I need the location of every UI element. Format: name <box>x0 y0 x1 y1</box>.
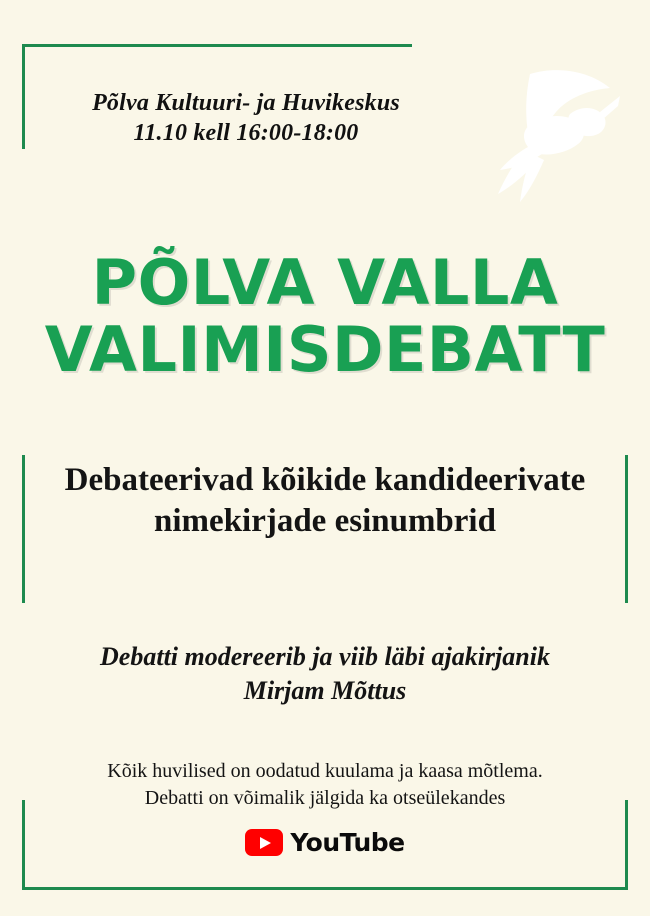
frame-line-left-middle <box>22 455 25 603</box>
youtube-badge[interactable] <box>0 828 650 857</box>
page-title <box>0 246 650 386</box>
footnote-line-1: Kõik huvilised on oodatud kuulama ja kaasa mõtlema. <box>107 760 543 782</box>
frame-line-bottom <box>22 887 628 890</box>
frame-line-right-middle <box>625 455 628 603</box>
youtube-play-icon <box>245 829 283 856</box>
footnote-line-2: Debatti on võimalik jälgida ka otseülekandes <box>144 787 506 809</box>
frame-line-top <box>22 44 412 47</box>
hummingbird-icon <box>460 62 620 212</box>
frame-line-left-top <box>22 44 25 149</box>
subtitle-text: Debateerivad kõikide kandideerivate nimekirjade esinumbrid <box>64 462 586 540</box>
datetime-text: 11.10 kell 16:00-18:00 <box>133 120 359 146</box>
youtube-label: YouTube <box>290 828 405 857</box>
title-line-2: VALIMISDEBATT <box>44 312 606 386</box>
title-line-1: PÕLVA VALLA <box>91 246 559 319</box>
event-header <box>36 88 456 148</box>
venue-text: Põlva Kultuuri- ja Huvikeskus <box>92 90 400 116</box>
moderator-text: Debatti modereerib ja viib läbi ajakirjanik Mirjam Mõttus <box>100 642 550 705</box>
footnote-block <box>28 758 622 812</box>
